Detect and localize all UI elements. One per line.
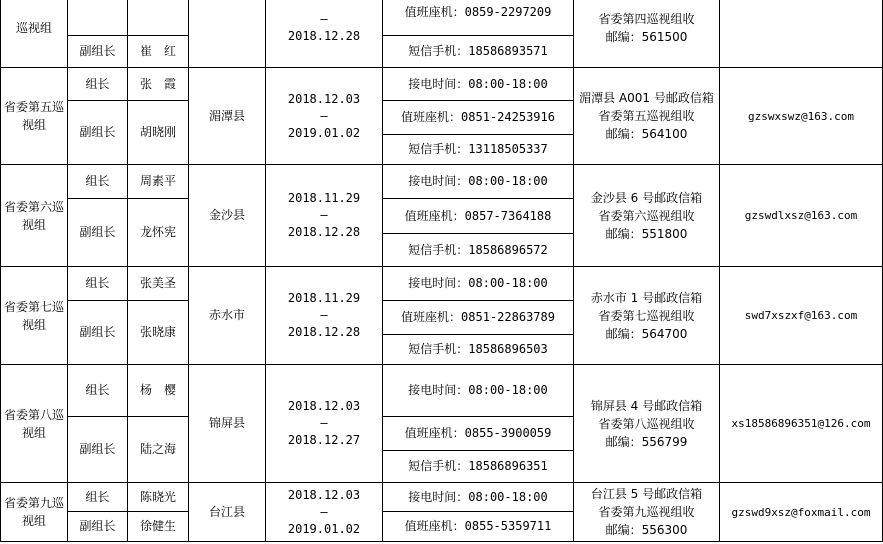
team-name-text: 省委第七巡视组	[4, 299, 65, 332]
county-cell: 台江县	[189, 483, 266, 542]
county-cell	[189, 0, 266, 68]
contact-cell	[383, 365, 574, 417]
contact-label: 接电时间：	[408, 489, 469, 504]
role-cell: 组长	[68, 68, 128, 101]
role-cell: 副组长	[68, 36, 128, 68]
date-end: 2019.01.02	[287, 521, 361, 536]
team-name-text: 巡视组	[15, 21, 52, 35]
role-cell: 组长	[68, 365, 128, 417]
contact-label: 短信手机：	[408, 44, 469, 58]
address-line: 湄潭县 A001 号邮政信箱	[579, 91, 714, 105]
contact-value: 08:00-18:00	[468, 174, 548, 188]
email-cell: gzswd9xsz@foxmail.com	[720, 483, 883, 542]
person-cell: 陈晓光	[128, 483, 189, 512]
contact-label: 接电时间：	[408, 276, 469, 290]
team-name-text: 省委第八巡视组	[4, 407, 65, 440]
date-end: 2018.12.28	[287, 325, 361, 339]
role-cell: 副组长	[68, 301, 128, 365]
date-start: 2018.12.03	[287, 91, 361, 106]
address-line: 邮编：556799	[605, 434, 688, 449]
contact-cell	[383, 512, 574, 542]
contact-label: 短信手机：	[408, 142, 469, 156]
date-separator: –	[320, 108, 328, 123]
county-cell: 金沙县	[189, 165, 266, 267]
team-name-text: 省委第九巡视组	[4, 496, 65, 528]
date-end: 2018.12.28	[287, 225, 361, 239]
date-range-cell	[266, 165, 383, 267]
date-range-cell	[266, 68, 383, 165]
role-cell: 组长	[68, 483, 128, 512]
team-name-cell	[1, 365, 68, 483]
person-cell: 龙怀宪	[128, 199, 189, 267]
email-cell	[720, 0, 883, 68]
contact-cell	[383, 135, 574, 165]
contact-cell	[383, 36, 574, 68]
contact-value: 08:00-18:00	[468, 76, 548, 91]
team-name-cell	[1, 165, 68, 267]
email-cell: swd7xszxf@163.com	[720, 267, 883, 365]
date-end: 2019.01.02	[287, 125, 361, 140]
date-separator: –	[320, 308, 328, 322]
date-separator: –	[320, 504, 328, 519]
contact-label: 短信手机：	[408, 459, 469, 473]
contact-value: 08:00-18:00	[468, 489, 548, 504]
contact-label: 值班座机：	[404, 519, 465, 533]
address-line: 邮编：561500	[605, 30, 688, 44]
date-start: 2018.11.29	[287, 191, 361, 205]
team-name-cell	[1, 483, 68, 542]
date-start: 2018.12.03	[287, 487, 361, 502]
role-cell: 组长	[68, 267, 128, 301]
address-line: 锦屏县 4 号邮政信箱	[590, 398, 703, 413]
contact-value: 0851-24253916	[461, 110, 555, 124]
address-cell	[574, 0, 720, 68]
date-end: 2018.12.28	[287, 29, 361, 43]
contact-label: 短信手机：	[408, 242, 469, 257]
contact-label: 接电时间：	[408, 174, 469, 188]
address-line: 赤水市 1 号邮政信箱	[590, 290, 703, 305]
contact-value: 18586896351	[468, 459, 548, 473]
contact-cell	[383, 0, 574, 36]
address-cell	[574, 68, 720, 165]
person-cell: 张 霞	[128, 68, 189, 101]
contact-value: 0855-5359711	[464, 519, 552, 533]
role-cell: 副组长	[68, 101, 128, 165]
person-cell: 杨 樱	[128, 365, 189, 417]
date-range-cell	[266, 267, 383, 365]
contact-cell	[383, 234, 574, 267]
email-cell: xs18586896351@126.com	[720, 365, 883, 483]
person-cell: 陆之海	[128, 417, 189, 483]
date-separator: –	[320, 208, 328, 222]
role-cell: 副组长	[68, 512, 128, 542]
address-cell	[574, 267, 720, 365]
team-name-cell	[1, 68, 68, 165]
contact-value: 0857-7364188	[464, 208, 552, 223]
date-start: 2018.12.03	[287, 399, 361, 413]
person-cell: 张晓康	[128, 301, 189, 365]
address-line: 邮编：564700	[605, 326, 688, 341]
contact-label: 值班座机：	[404, 426, 465, 440]
contact-label: 短信手机：	[408, 342, 469, 356]
person-cell: 张美圣	[128, 267, 189, 301]
person-cell: 徐健生	[128, 512, 189, 542]
contact-label: 值班座机：	[401, 310, 462, 324]
date-separator: –	[320, 416, 328, 430]
contact-cell	[383, 417, 574, 451]
contact-cell	[383, 165, 574, 199]
team-name-cell	[1, 0, 68, 68]
contact-value: 0859-2297209	[464, 4, 552, 19]
contact-label: 接电时间：	[408, 76, 469, 91]
role-cell: 副组长	[68, 417, 128, 483]
county-cell: 湄潭县	[189, 68, 266, 165]
contact-cell	[383, 335, 574, 365]
date-range-cell	[266, 365, 383, 483]
role-cell: 副组长	[68, 199, 128, 267]
contact-label: 值班座机：	[401, 110, 462, 124]
contact-value: 18586893571	[468, 44, 548, 58]
contact-cell	[383, 68, 574, 101]
team-name-text: 省委第六巡视组	[4, 199, 65, 232]
contact-value: 08:00-18:00	[468, 383, 548, 397]
contact-value: 13118505337	[468, 142, 548, 156]
contact-cell	[383, 199, 574, 234]
address-line: 邮编：556300	[605, 523, 688, 537]
contact-cell	[383, 451, 574, 483]
address-line: 省委第八巡视组收	[598, 416, 695, 431]
person-cell: 周素平	[128, 165, 189, 199]
contact-value: 0855-3900059	[464, 426, 552, 440]
contact-cell	[383, 267, 574, 301]
person-cell: 胡晓刚	[128, 101, 189, 165]
person-cell	[128, 0, 189, 36]
contact-label: 接电时间：	[408, 383, 469, 397]
email-cell: gzswxswz@163.com	[720, 68, 883, 165]
team-name-cell	[1, 267, 68, 365]
contact-value: 18586896572	[468, 242, 548, 257]
contact-cell	[383, 483, 574, 512]
address-line: 邮编：564100	[605, 127, 688, 141]
team-name-text: 省委第五巡视组	[4, 100, 65, 132]
address-line: 省委第五巡视组收	[598, 109, 695, 123]
address-line: 台江县 5 号邮政信箱	[590, 487, 703, 501]
contact-label: 值班座机：	[404, 4, 465, 19]
date-separator: –	[320, 12, 328, 26]
county-cell: 赤水市	[189, 267, 266, 365]
county-cell: 锦屏县	[189, 365, 266, 483]
date-range-cell	[266, 0, 383, 68]
address-cell	[574, 365, 720, 483]
contact-cell	[383, 301, 574, 335]
contact-label: 值班座机：	[404, 208, 465, 223]
person-cell: 崔 红	[128, 36, 189, 68]
address-line: 省委第七巡视组收	[598, 308, 695, 323]
contact-value: 08:00-18:00	[468, 276, 548, 290]
address-cell	[574, 483, 720, 542]
address-line: 省委第九巡视组收	[598, 505, 695, 519]
contact-cell	[383, 101, 574, 135]
contact-value: 18586896503	[468, 342, 548, 356]
role-cell	[68, 0, 128, 36]
date-end: 2018.12.27	[287, 433, 361, 447]
address-cell	[574, 165, 720, 267]
date-range-cell	[266, 483, 383, 542]
address-line: 金沙县 6 号邮政信箱	[590, 190, 703, 205]
address-line: 省委第六巡视组收	[598, 208, 695, 223]
email-cell: gzswdlxsz@163.com	[720, 165, 883, 267]
role-cell: 组长	[68, 165, 128, 199]
address-line: 省委第四巡视组收	[598, 12, 695, 26]
contact-value: 0851-22863789	[461, 310, 555, 324]
address-line: 邮编：551800	[605, 226, 688, 241]
date-start: 2018.11.29	[287, 291, 361, 305]
